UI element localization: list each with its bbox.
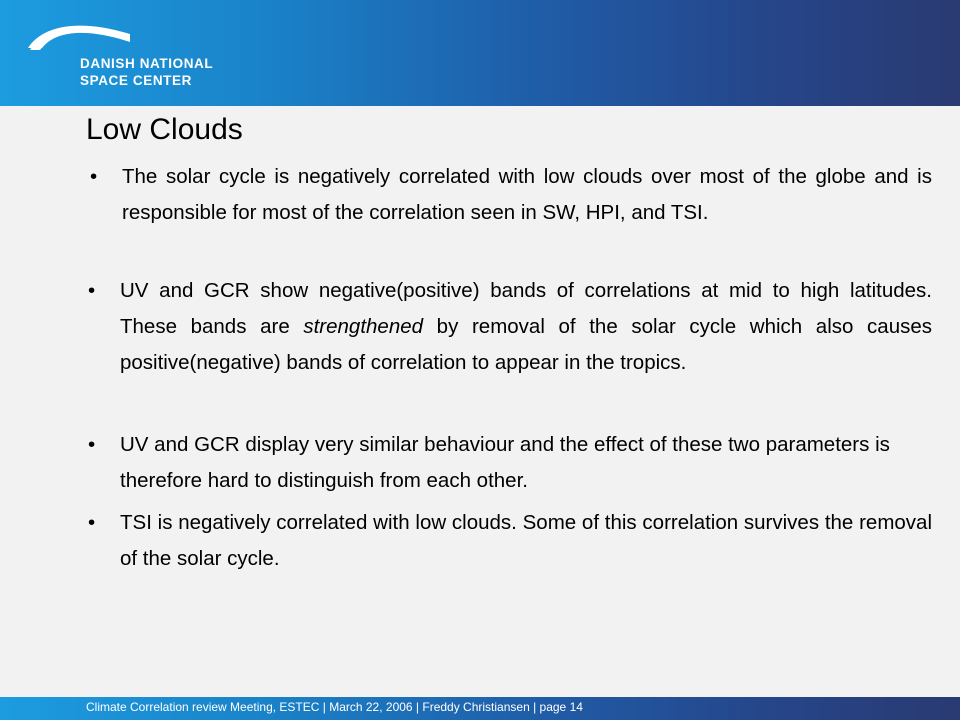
bullet-text: The solar cycle is negatively correlated with low clouds over most of the globe and is responsible for most of the correlation seen in SW, HPI, and TSI. [122, 165, 932, 224]
bullet-item-1 [90, 159, 932, 231]
logo-text-line1: DANISH NATIONAL [80, 56, 214, 71]
bullet-item-3 [88, 427, 932, 499]
bullet-text-part: by removal of the solar cycle which also causes positive(negative) bands of correlation to appear in the tropics. [120, 315, 932, 374]
bullet-text-part: UV and GCR show negative(positive) bands of correlations at mid to high latitudes. These bands are [120, 279, 932, 338]
dnsc-logo [26, 18, 256, 90]
bullet-text: TSI is negatively correlated with low clouds. Some of this correlation survives the removal of the solar cycle. [120, 511, 932, 570]
bullet-item-2 [88, 273, 932, 381]
bullet-marker: • [88, 279, 96, 302]
footer-band [0, 697, 960, 720]
footer-text: Climate Correlation review Meeting, ESTEC | March 22, 2006 | Freddy Christiansen | page 14 [86, 700, 583, 714]
bullet-marker: • [88, 433, 96, 456]
bullet-text [120, 273, 932, 381]
bullet-text-emphasis: strengthened [303, 315, 424, 338]
arc-logo-icon [26, 18, 146, 54]
bullet-marker: • [88, 511, 96, 534]
bullet-item-4 [88, 505, 932, 577]
header-band [0, 0, 960, 106]
bullet-marker: • [90, 165, 98, 188]
logo-text-line2: SPACE CENTER [80, 73, 192, 88]
bullet-text: UV and GCR display very similar behaviour and the effect of these two parameters is therefore hard to distinguish from each other. [120, 433, 890, 492]
slide-title: Low Clouds [86, 113, 243, 146]
